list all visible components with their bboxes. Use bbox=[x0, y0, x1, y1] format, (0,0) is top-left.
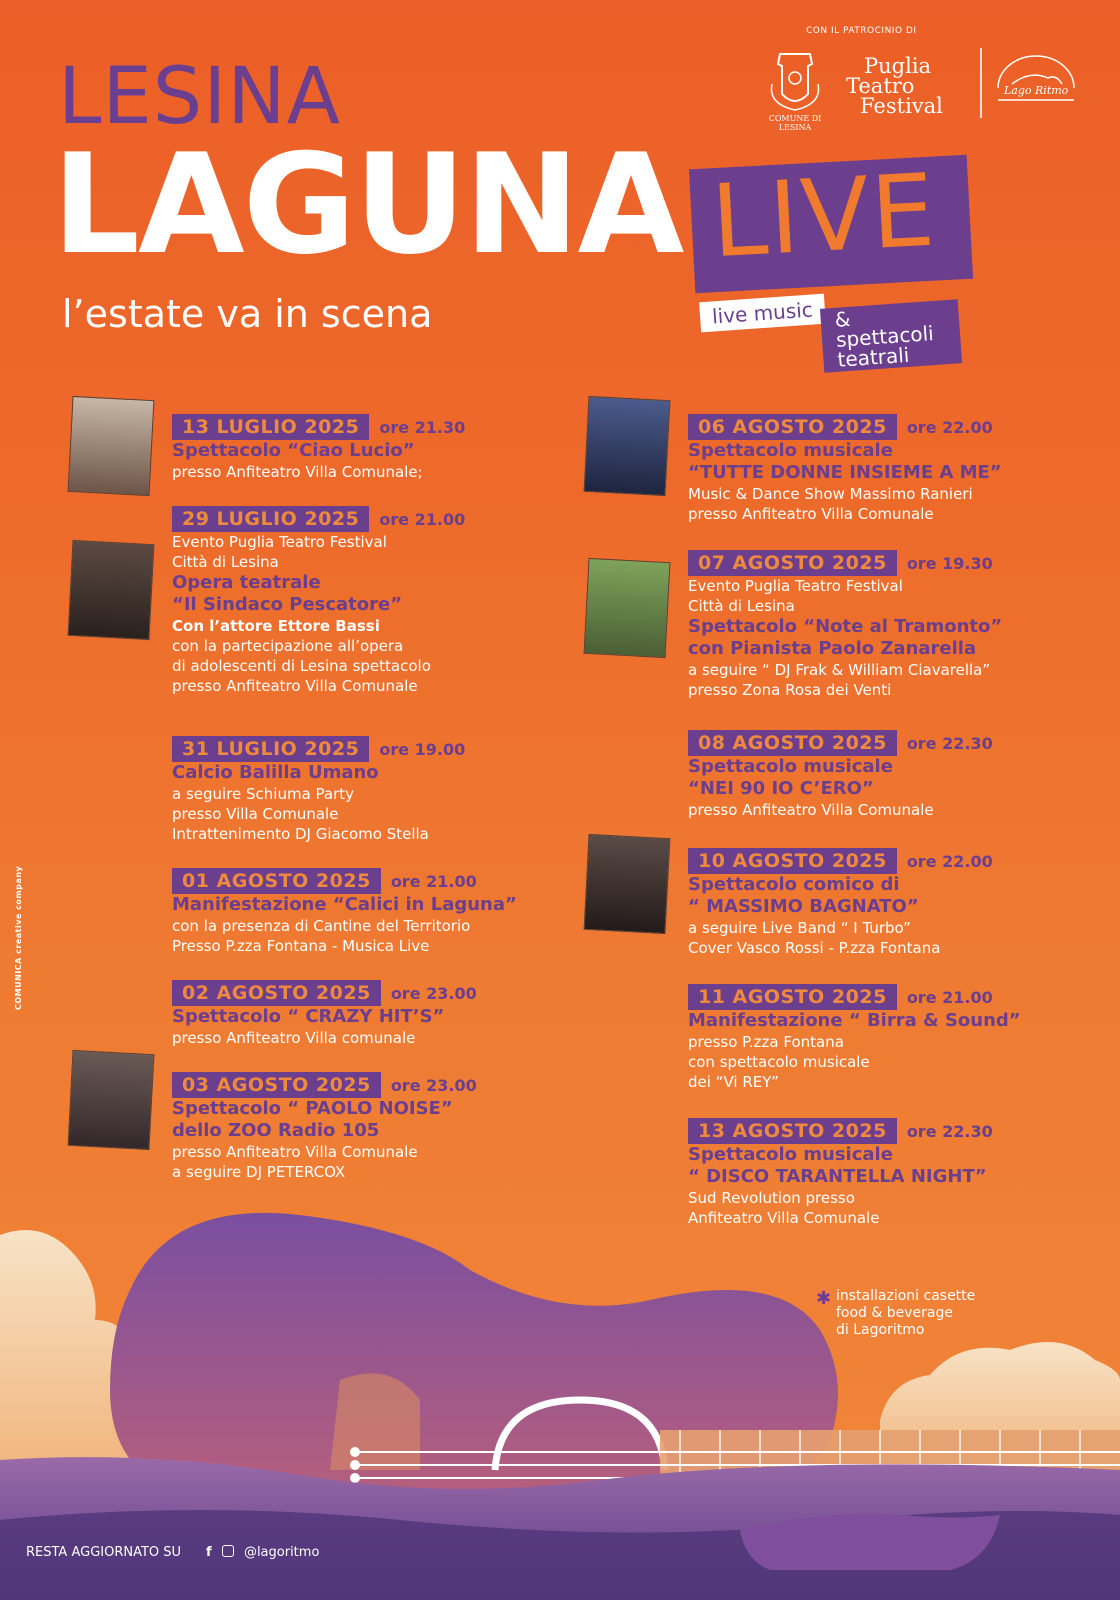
event-detail: presso Anfiteatro Villa Comunale bbox=[688, 505, 934, 523]
event-title: Opera teatrale bbox=[172, 572, 321, 593]
event-detail: Intrattenimento DJ Giacomo Stella bbox=[172, 825, 429, 843]
event-title: “Il Sindaco Pescatore” bbox=[172, 594, 403, 615]
instagram-icon[interactable] bbox=[222, 1545, 234, 1557]
event-date: 13 AGOSTO 2025 bbox=[688, 1118, 897, 1144]
event-date: 31 LUGLIO 2025 bbox=[172, 736, 369, 762]
event-title: Spettacolo “ PAOLO NOISE” bbox=[172, 1098, 453, 1119]
performer-photo bbox=[68, 1050, 155, 1150]
event-title: “NEI 90 IO C’ERO” bbox=[688, 778, 874, 799]
event-detail: dei “Vi REY” bbox=[688, 1073, 779, 1091]
event-detail: presso Anfiteatro Villa Comunale; bbox=[172, 463, 423, 481]
event-item bbox=[172, 868, 517, 956]
patronage-label: CON IL PATROCINIO DI bbox=[806, 26, 917, 36]
event-detail: con la presenza di Cantine del Territorio bbox=[172, 917, 471, 935]
event-item bbox=[172, 1072, 477, 1182]
handle-text: @lagoritmo bbox=[243, 1545, 320, 1560]
event-detail: Anfiteatro Villa Comunale bbox=[688, 1209, 880, 1227]
event-detail: Evento Puglia Teatro Festival bbox=[172, 533, 387, 551]
event-detail: Evento Puglia Teatro Festival bbox=[688, 577, 903, 595]
event-time: ore 21.00 bbox=[390, 872, 477, 891]
social-handle[interactable] bbox=[206, 1545, 319, 1560]
event-time: ore 23.00 bbox=[390, 1076, 477, 1095]
event-time: ore 21.00 bbox=[379, 510, 466, 529]
food-note bbox=[836, 1288, 975, 1339]
logo-divider bbox=[980, 48, 982, 118]
event-detail: presso Anfiteatro Villa Comunale bbox=[688, 801, 934, 819]
event-header bbox=[172, 980, 477, 1006]
event-detail: di adolescenti di Lesina spettacolo bbox=[172, 657, 431, 675]
event-title: Spettacolo musicale bbox=[688, 440, 893, 461]
event-title: Spettacolo “ CRAZY HIT’S” bbox=[172, 1006, 445, 1027]
performer-photo bbox=[68, 396, 155, 496]
event-header bbox=[688, 984, 1021, 1010]
event-detail: a seguire Schiuma Party bbox=[172, 785, 355, 803]
event-title: Spettacolo comico di bbox=[688, 874, 900, 895]
event-time: ore 22.00 bbox=[906, 418, 993, 437]
event-item bbox=[688, 1118, 993, 1228]
event-date: 06 AGOSTO 2025 bbox=[688, 414, 897, 440]
event-date: 29 LUGLIO 2025 bbox=[172, 506, 369, 532]
ptf-line-1: Puglia bbox=[864, 54, 932, 78]
ptf-line-3: Festival bbox=[860, 94, 943, 118]
event-time: ore 23.00 bbox=[390, 984, 477, 1003]
event-item bbox=[172, 980, 477, 1048]
event-detail: presso Zona Rosa dei Venti bbox=[688, 681, 892, 699]
note-line: installazioni casette bbox=[836, 1288, 976, 1304]
subtitle: l’estate va in scena bbox=[62, 292, 433, 336]
event-date: 08 AGOSTO 2025 bbox=[688, 730, 897, 756]
event-title: dello ZOO Radio 105 bbox=[172, 1120, 380, 1141]
event-date: 07 AGOSTO 2025 bbox=[688, 550, 897, 576]
event-header bbox=[172, 736, 465, 762]
event-detail: a seguire “ DJ Frak & William Ciavarella” bbox=[688, 661, 991, 679]
event-header bbox=[688, 730, 993, 756]
note-line: food & beverage bbox=[836, 1305, 953, 1321]
event-header bbox=[688, 550, 1002, 576]
event-detail: Music & Dance Show Massimo Ranieri bbox=[688, 485, 973, 503]
performer-photo bbox=[584, 396, 671, 496]
event-title: con Pianista Paolo Zanarella bbox=[688, 638, 977, 659]
event-detail: presso Anfiteatro Villa Comunale bbox=[172, 677, 418, 695]
comune-crest-logo bbox=[760, 44, 830, 136]
event-header bbox=[172, 1072, 477, 1098]
event-time: ore 22.00 bbox=[906, 852, 993, 871]
comune-label: COMUNE DI LESINA bbox=[768, 114, 822, 132]
event-detail: a seguire Live Band “ I Turbo” bbox=[688, 919, 911, 937]
event-detail: Città di Lesina bbox=[172, 553, 279, 571]
event-title: Manifestazione “ Birra & Sound” bbox=[688, 1010, 1021, 1031]
event-title: “TUTTE DONNE INSIEME A ME” bbox=[688, 462, 1002, 483]
event-header bbox=[172, 868, 517, 894]
event-item bbox=[688, 848, 993, 958]
event-title: “ MASSIMO BAGNATO” bbox=[688, 896, 919, 917]
note-line: di Lagoritmo bbox=[836, 1322, 925, 1338]
puglia-teatro-festival-logo bbox=[846, 56, 943, 116]
event-time: ore 21.00 bbox=[906, 988, 993, 1007]
event-header bbox=[688, 1118, 993, 1144]
facebook-icon[interactable]: f bbox=[206, 1545, 212, 1560]
event-time: ore 19.30 bbox=[906, 554, 993, 573]
event-detail: con spettacolo musicale bbox=[688, 1053, 870, 1071]
event-detail: Cover Vasco Rossi - P.zza Fontana bbox=[688, 939, 941, 957]
performer-photo bbox=[584, 834, 671, 934]
main-title: LAGUNA bbox=[52, 124, 683, 285]
event-title: Spettacolo musicale bbox=[688, 1144, 893, 1165]
event-item bbox=[688, 550, 1002, 700]
event-item bbox=[172, 506, 465, 696]
event-title: Manifestazione “Calici in Laguna” bbox=[172, 894, 517, 915]
event-item bbox=[688, 414, 1002, 524]
event-detail: Sud Revolution presso bbox=[688, 1189, 855, 1207]
performer-photo bbox=[68, 540, 155, 640]
event-detail: con la partecipazione all’opera bbox=[172, 637, 404, 655]
event-title: Spettacolo “Note al Tramonto” bbox=[688, 616, 1003, 637]
event-date: 02 AGOSTO 2025 bbox=[172, 980, 381, 1006]
event-detail: Con l’attore Ettore Bassi bbox=[172, 617, 380, 635]
tag-spettacoli: & spettacoli teatrali bbox=[820, 299, 962, 372]
lago-ritmo-logo bbox=[990, 44, 1082, 116]
event-date: 11 AGOSTO 2025 bbox=[688, 984, 897, 1010]
event-detail: presso Anfiteatro Villa comunale bbox=[172, 1029, 416, 1047]
agency-mark: COMUNICA creative company bbox=[14, 865, 23, 1010]
event-title: Spettacolo musicale bbox=[688, 756, 893, 777]
event-detail: presso Anfiteatro Villa Comunale bbox=[172, 1143, 418, 1161]
event-item bbox=[688, 984, 1021, 1092]
event-detail: presso P.zza Fontana bbox=[688, 1033, 844, 1051]
tag-live-music: live music bbox=[699, 294, 826, 333]
ptf-line-2: Teatro bbox=[846, 74, 915, 98]
lago-ritmo-label: Lago Ritmo bbox=[1004, 84, 1069, 97]
event-time: ore 19.00 bbox=[379, 740, 466, 759]
event-header bbox=[172, 414, 465, 440]
town-title: LESINA bbox=[58, 52, 341, 142]
footer-label: RESTA AGGIORNATO SU bbox=[26, 1545, 182, 1560]
event-header bbox=[688, 848, 993, 874]
asterisk-icon: ✱ bbox=[816, 1288, 832, 1309]
event-header bbox=[172, 506, 465, 532]
live-text: LIVE bbox=[708, 151, 940, 281]
event-detail: presso Villa Comunale bbox=[172, 805, 339, 823]
event-title: Calcio Balilla Umano bbox=[172, 762, 379, 783]
live-badge bbox=[689, 151, 973, 293]
event-title: “ DISCO TARANTELLA NIGHT” bbox=[688, 1166, 987, 1187]
event-date: 03 AGOSTO 2025 bbox=[172, 1072, 381, 1098]
event-title: Spettacolo “Ciao Lucio” bbox=[172, 440, 415, 461]
event-detail: Città di Lesina bbox=[688, 597, 795, 615]
event-time: ore 22.30 bbox=[906, 734, 993, 753]
event-detail: a seguire DJ PETERCOX bbox=[172, 1163, 346, 1181]
event-time: ore 21.30 bbox=[379, 418, 466, 437]
event-item bbox=[172, 414, 465, 482]
event-detail: Presso P.zza Fontana - Musica Live bbox=[172, 937, 430, 955]
performer-photo bbox=[584, 558, 671, 658]
event-date: 13 LUGLIO 2025 bbox=[172, 414, 369, 440]
event-date: 01 AGOSTO 2025 bbox=[172, 868, 381, 894]
event-time: ore 22.30 bbox=[906, 1122, 993, 1141]
event-item bbox=[172, 736, 465, 844]
event-header bbox=[688, 414, 1002, 440]
event-item bbox=[688, 730, 993, 820]
event-date: 10 AGOSTO 2025 bbox=[688, 848, 897, 874]
